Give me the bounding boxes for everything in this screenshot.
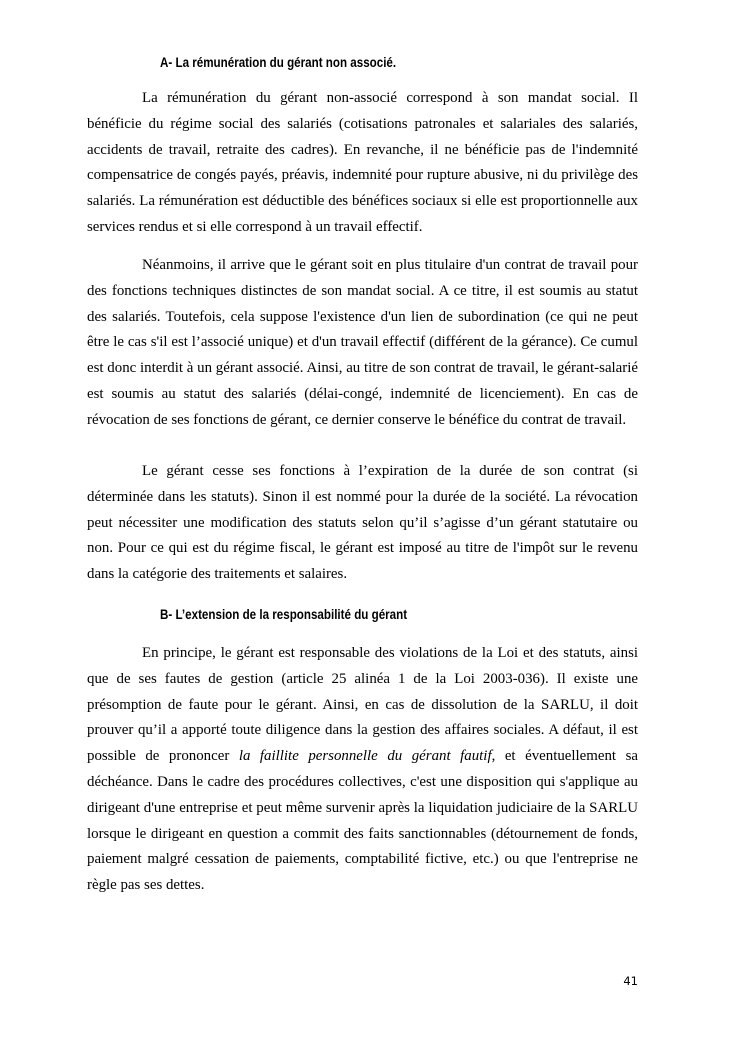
section-b-text-part2: , et éventuellement sa déchéance. Dans le cadre des procédures collectives, c'est une disposition qui s'applique au dirigeant d'une entreprise et peut même survenir après la liquidation judiciaire de la SARLU lorsque le dirigeant en question a commit des faits sanctionnables (détournement de fonds, paiement malgré cessation de paiements, comptabilité fictive, etc.) ou que l'entreprise ne règle pas ses dettes. <box>87 748 638 894</box>
section-b-italic-phrase: la faillite personnelle du gérant fautif <box>238 748 492 765</box>
section-b-heading: B- L’extension de la responsabilité du gérant <box>160 607 408 622</box>
section-a-heading: A- La rémunération du gérant non associé. <box>160 55 397 70</box>
section-a-paragraph-1: La rémunération du gérant non-associé correspond à son mandat social. Il bénéficie du régime social des salariés (cotisations patronales et salariales des salariés, accidents de travail, retraite des cadres). En revanche, il ne bénéficie pas de l'indemnité compensatrice de congés payés, préavis, indemnité pour rupture abusive, ni du privilège des salariés. La rémunération est déductible des bénéfices sociaux si elle est proportionnelle aux services rendus et si elle correspond à un travail effectif. <box>87 90 638 235</box>
section-b-paragraph <box>87 641 638 899</box>
page-number: 41 <box>623 974 638 988</box>
section-a-paragraph-2: Néanmoins, il arrive que le gérant soit en plus titulaire d'un contrat de travail pour des fonctions techniques distinctes de son mandat social. A ce titre, il est soumis au statut des salariés. Toutefois, cela suppose l'existence d'un lien de subordination (ce qui ne peut être le cas s'il est l’associé unique) et d'un travail effectif (différent de la gérance). Ce cumul est donc interdit à un gérant associé. Ainsi, au titre de son contrat de travail, le gérant-salarié est soumis au statut des salariés (délai-congé, indemnité de licenciement). En cas de révocation de ses fonctions de gérant, ce dernier conserve le bénéfice du contrat de travail. <box>87 257 638 428</box>
section-a-paragraph-3: Le gérant cesse ses fonctions à l’expiration de la durée de son contrat (si déterminée dans les statuts). Sinon il est nommé pour la durée de la société. La révocation peut nécessiter une modification des statuts selon qu’il s’agisse d’un gérant statutaire ou non. Pour ce qui est du régime fiscal, le gérant est imposé au titre de l'impôt sur le revenu dans la catégorie des traitements et salaires. <box>87 463 638 583</box>
section-b-text-part1: En principe, le gérant est responsable des violations de la Loi et des statuts, ainsi que de ses fautes de gestion (article 25 alinéa 1 de la Loi 2003-036). Il existe une présomption de faute pour le gérant. Ainsi, en cas de dissolution de la SARLU, il doit prouver qu’il a apporté toute diligence dans la gestion des affaires sociales. A défaut, il est possible de prononcer <box>87 645 638 765</box>
